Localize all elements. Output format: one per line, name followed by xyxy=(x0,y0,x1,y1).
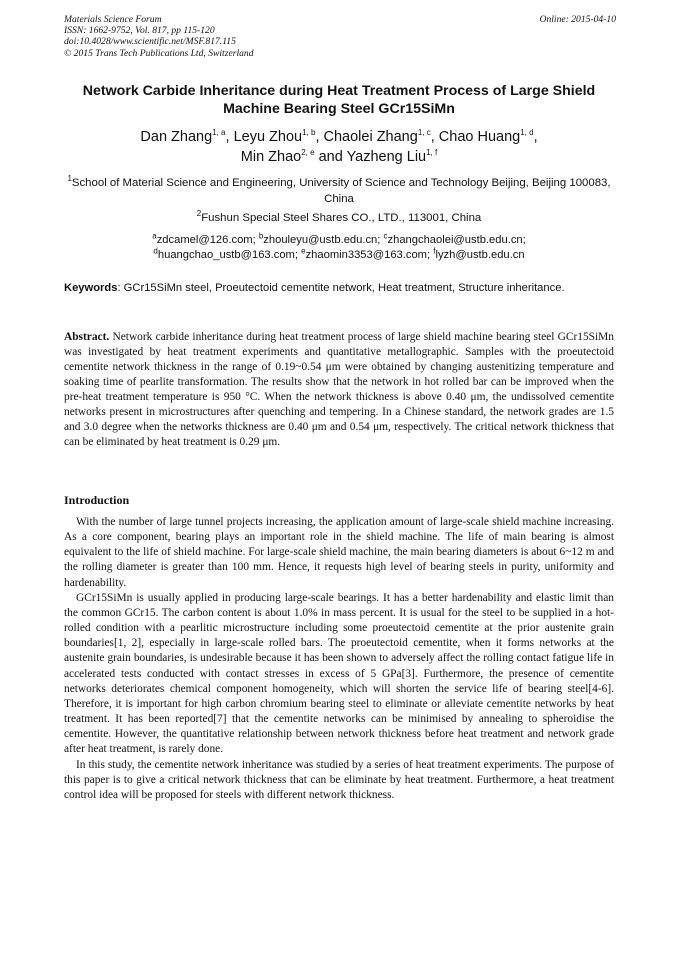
section-heading-introduction: Introduction xyxy=(64,493,130,507)
online-date: Online: 2015-04-10 xyxy=(539,14,616,25)
copyright-line: © 2015 Trans Tech Publications Ltd, Switzerland xyxy=(64,47,254,59)
doi-line[interactable]: doi:10.4028/www.scientific.net/MSF.817.115 xyxy=(64,36,236,48)
author-affiliation-mark: 1, d xyxy=(520,128,534,138)
email-link[interactable]: lyzh@ustb.edu.cn xyxy=(435,249,525,261)
author-list xyxy=(60,127,618,167)
author-separator: and xyxy=(314,149,347,165)
affiliation-1 xyxy=(60,175,618,207)
paragraph: With the number of large tunnel projects increasing, the application amount of large-scale shield machine increasing. As a core component, bearing plays an important role in the shield machine. The life of main bearing is almost equivalent to the life of shield machine. For large-scale shield machine, the main bearing diameters is about 6~12 m and the rolling diameter is greater than 100 mm. Hence, it requests high level of bearing steels in purity, uniformity and hardenability. xyxy=(64,516,614,589)
author-name: Chao Huang xyxy=(438,129,521,145)
paragraph: GCr15SiMn is usually applied in producing large-scale bearings. It has a better hardenability and elastic limit than the common GCr15. The carbon content is about 1.0% in mass percent. It is usual for the steel to be supplied in a hot-rolled condition with a pearlitic microstructure including some proeutectoid cementite at the prior austenite grain boundaries[1, 2], especially in large-scale rolled bars. The proeutectoid cementite, when it forms networks at the austenite grain boundaries, is undesirable because it has been shown to adversely affect the rolling contact fatigue life in accelerated tests conducted with contact stresses in excess of 5 GPa[3]. Furthermore, the presence of cementite networks deteriorates chemical component homogeneity, which will shorten the service life of bearing steel[4-6]. Therefore, it is important for high carbon chromium bearing steel to eliminate or alleviate cementite networks by heat treatment. It has been reported[7] that the cementite networks can be minimised by annealing to spheroidise the cementite. However, the quantitative relationship between network thickness before heat treatment and network grade after heat treatment, is rarely done. xyxy=(64,591,614,756)
email-link[interactable]: huangchao_ustb@163.com; xyxy=(157,249,298,261)
email-link[interactable]: zdcamel@126.com; xyxy=(156,234,256,246)
issn-line: ISSN: 1662-9752, Vol. 817, pp 115-120 xyxy=(64,25,215,37)
email-mark: d xyxy=(153,246,158,256)
abstract-text: Network carbide inheritance during heat treatment process of large shield machine bearing steel GCr15SiMn was investigated by heat treatment experiments and quantitative metallographic. Samples with the proeutectoid cementite network thickness in the range of 0.19~0.54 μm were obtained by changing austenitizing temperature and soaking time of pearlite transformation. The results show that the network in hot rolled bar can be improved when the pre-heat treatment temperature is 950 °C. When the network thickness is above 0.40 μm, the undissolved cementite networks present in microstructures after quenching and tempering. In a Chinese standard, the network grades are 1.5 and 3.0 degree when the networks thickness are 0.40 μm and 0.54 μm, respectively. The critical network thickness that can be eliminated by heat treatment is 0.29 μm. xyxy=(64,331,614,449)
author-separator: , xyxy=(533,129,538,145)
keywords-text: : GCr15SiMn steel, Proeutectoid cementite network, Heat treatment, Structure inheritance. xyxy=(117,282,565,294)
email-link[interactable]: zhaomin3353@163.com; xyxy=(305,249,431,261)
author-separator: , xyxy=(315,129,324,145)
author-name: Leyu Zhou xyxy=(233,129,303,145)
author-name: Min Zhao xyxy=(240,149,302,165)
author-affiliation-mark: 1, f xyxy=(426,148,438,158)
abstract-label: Abstract. xyxy=(64,331,110,343)
email-list xyxy=(60,233,618,263)
abstract xyxy=(64,330,614,450)
journal-header xyxy=(64,14,616,59)
email-mark: a xyxy=(152,231,157,241)
journal-name: Materials Science Forum xyxy=(64,14,162,25)
affiliation-text: Fushun Special Steel Shares CO., LTD., 113001, China xyxy=(201,212,482,224)
author-affiliation-mark: 1, c xyxy=(417,128,431,138)
author-affiliation-mark: 2, e xyxy=(301,148,315,158)
author-name: Chaolei Zhang xyxy=(323,129,418,145)
keywords-label: Keywords xyxy=(64,282,118,294)
author-affiliation-mark: 1, a xyxy=(212,128,226,138)
email-link[interactable]: zhangchaolei@ustb.edu.cn; xyxy=(387,234,526,246)
affiliation-mark: 1 xyxy=(67,174,72,184)
affiliation-2 xyxy=(60,210,618,226)
author-affiliation-mark: 1, b xyxy=(302,128,316,138)
affiliation-text: School of Material Science and Engineering, University of Science and Technology Beijing, Beijing 100083, China xyxy=(71,177,611,205)
keywords xyxy=(64,281,614,296)
email-mark: b xyxy=(258,231,264,241)
author-name: Yazheng Liu xyxy=(346,149,427,165)
author-name: Dan Zhang xyxy=(140,129,213,145)
email-mark: f xyxy=(433,246,436,256)
email-mark: c xyxy=(383,231,388,241)
email-mark: e xyxy=(301,246,306,256)
email-link[interactable]: zhouleyu@ustb.edu.cn; xyxy=(263,234,381,246)
paragraph: In this study, the cementite network inheritance was studied by a series of heat treatment experiments. The purpose of this paper is to give a critical network thickness that can be eliminate by heat treatment. Furthermore, a heat treatment control idea will be proposed for steels with different network thickness. xyxy=(64,758,614,801)
affiliation-mark: 2 xyxy=(196,209,202,219)
paper-title: Network Carbide Inheritance during Heat Treatment Process of Large Shield Machine Bearing Steel GCr15SiMn xyxy=(82,83,596,117)
author-separator: , xyxy=(430,129,439,145)
author-separator: , xyxy=(225,129,234,145)
introduction-body xyxy=(64,515,614,803)
